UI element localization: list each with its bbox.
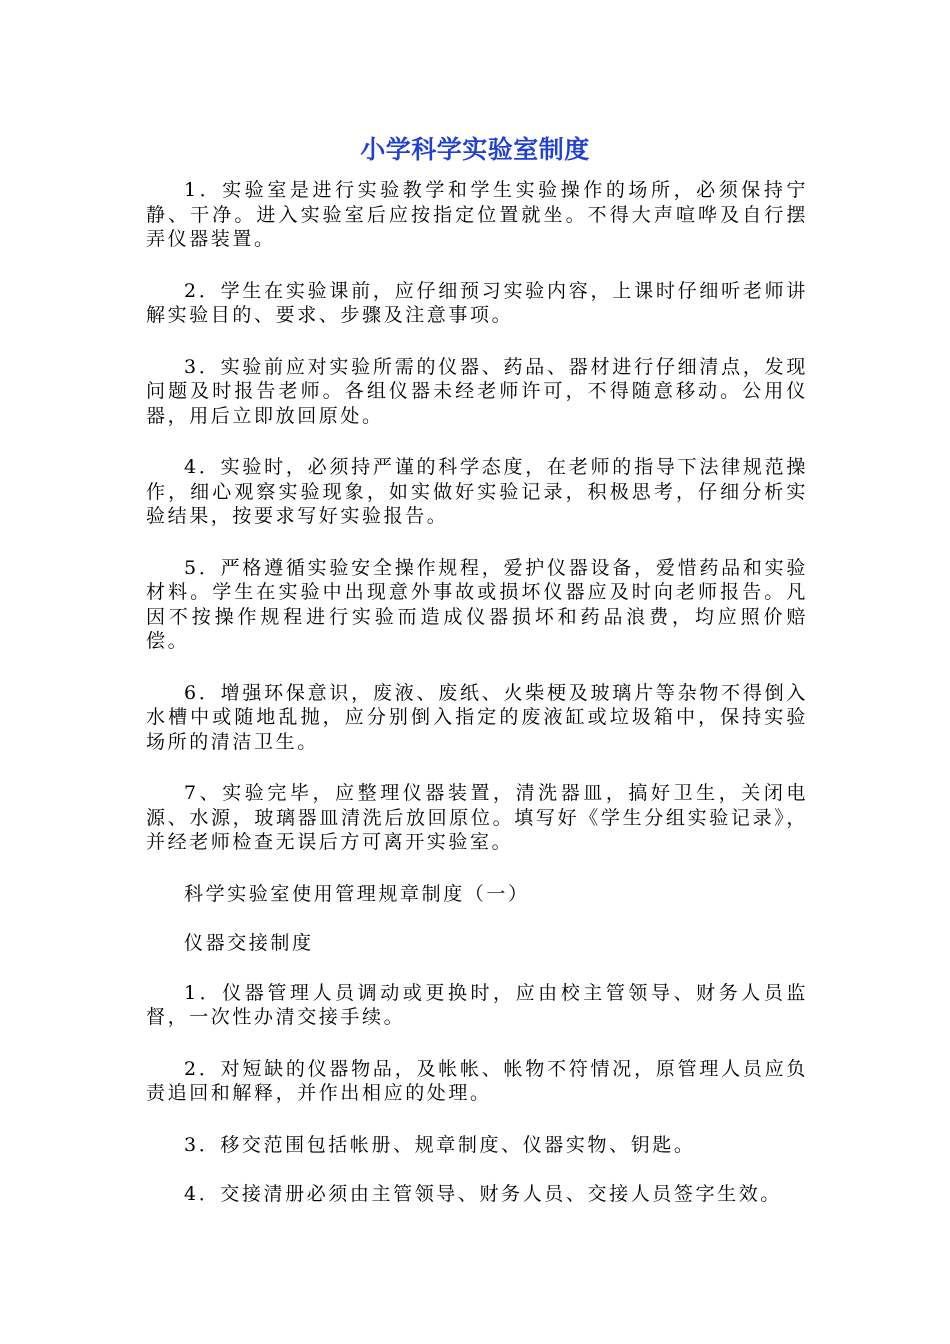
- paragraph-rule-4: 4．实验时，必须持严谨的科学态度，在老师的指导下法律规范操作，细心观察实验现象，如实做好实验记录，积极思考，仔细分析实验结果，按要求写好实验报告。: [146, 456, 808, 527]
- subsection-heading: 仪器交接制度: [184, 932, 314, 954]
- paragraph-rule-5: 5．严格遵循实验安全操作规程，爱护仪器设备，爱惜药品和实验材料。学生在实验中出现意外事故或损坏仪器应及时向老师报告。凡因不按操作规程进行实验而造成仪器损坏和药品浪费，均应照价赔偿。: [146, 556, 808, 652]
- paragraph-rule-7: 7、实验完毕，应整理仪器装置，清洗器皿，搞好卫生，关闭电源、水源，玻璃器皿清洗后放回原位。填写好《学生分组实验记录》，并经老师检查无误后方可离开实验室。: [146, 782, 808, 853]
- paragraph-rule-1: 1．实验室是进行实验教学和学生实验操作的场所，必须保持宁静、干净。进入实验室后应按指定位置就坐。不得大声喧哗及自行摆弄仪器装置。: [146, 179, 808, 250]
- paragraph-rule-3: 3．实验前应对实验所需的仪器、药品、器材进行仔细清点，发现问题及时报告老师。各组仪器未经老师许可，不得随意移动。公用仪器，用后立即放回原处。: [146, 355, 808, 427]
- document-title: 小学科学实验室制度: [360, 135, 590, 164]
- paragraph-handover-1: 1．仪器管理人员调动或更换时，应由校主管领导、财务人员监督，一次性办清交接手续。: [146, 981, 808, 1028]
- paragraph-handover-2: 2．对短缺的仪器物品，及帐帐、帐物不符情况，原管理人员应负责追回和解释，并作出相应的处理。: [146, 1057, 808, 1104]
- document-body: [146, 178, 808, 1232]
- paragraph-handover-3: 3．移交范围包括帐册、规章制度、仪器实物、钥匙。: [184, 1133, 696, 1156]
- paragraph-handover-4: 4．交接清册必须由主管领导、财务人员、交接人员签字生效。: [184, 1183, 782, 1205]
- paragraph-rule-2: 2．学生在实验课前，应仔细预习实验内容，上课时仔细听老师讲解实验目的、要求、步骤及注意事项。: [146, 279, 808, 326]
- paragraph-rule-6: 6．增强环保意识，废液、废纸、火柴梗及玻璃片等杂物不得倒入水槽中或随地乱抛，应分别倒入指定的废液缸或垃圾箱中，保持实验场所的清洁卫生。: [146, 681, 808, 753]
- section-heading: 科学实验室使用管理规章制度（一）: [184, 882, 530, 905]
